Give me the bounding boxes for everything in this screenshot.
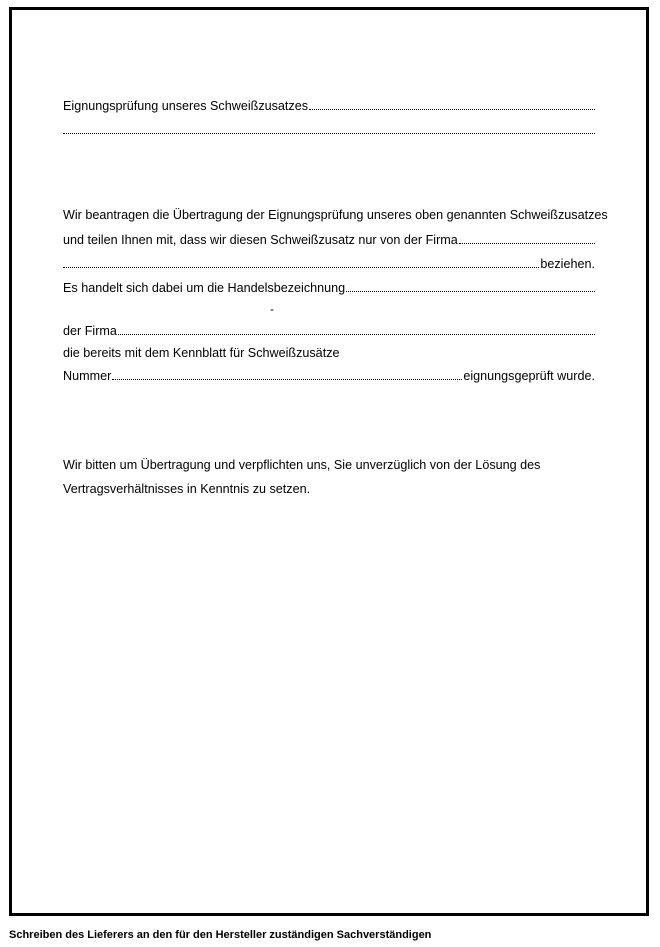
supplier-firm-fill-field[interactable] xyxy=(459,243,595,244)
paragraph1-text-6: die bereits mit dem Kennblatt für Schweißzusätze xyxy=(63,346,340,360)
subject-continuation-line xyxy=(63,119,595,137)
paragraph2-line2 xyxy=(63,478,595,496)
subject-fill-field[interactable] xyxy=(309,109,595,110)
manufacturer-firm-fill-field[interactable] xyxy=(118,334,595,335)
paragraph1-line2 xyxy=(63,229,595,247)
paragraph2-line1 xyxy=(63,454,595,472)
paragraph1-text-1: Wir beantragen die Übertragung der Eignungsprüfung unseres oben genannten Schweißzusatzes xyxy=(63,208,608,222)
paragraph1-text-5: der Firma xyxy=(63,324,117,338)
paragraph1-line3 xyxy=(63,253,595,271)
paragraph1-line1 xyxy=(63,204,608,222)
dash-mark: - xyxy=(270,302,274,316)
paragraph1-line7 xyxy=(63,365,595,383)
paragraph1-text-4: Es handelt sich dabei um die Handelsbezeichnung xyxy=(63,281,346,295)
paragraph2-text-1: Wir bitten um Übertragung und verpflichten uns, Sie unverzüglich von der Lösung des xyxy=(63,458,541,472)
subject-line xyxy=(63,95,595,113)
paragraph1-line5 xyxy=(63,320,595,338)
trade-name-fill-field[interactable] xyxy=(346,291,595,292)
footer-caption: Schreiben des Lieferers an den für den Hersteller zuständigen Sachverständigen xyxy=(9,929,432,941)
paragraph1-line4 xyxy=(63,277,595,295)
subject-continuation-fill-field[interactable] xyxy=(63,133,595,134)
subject-label: Eignungsprüfung unseres Schweißzusatzes xyxy=(63,99,309,113)
paragraph1-text-8: eignungsgeprüft wurde. xyxy=(463,369,595,383)
paragraph1-line6 xyxy=(63,342,595,360)
supplier-firm-continuation-fill-field[interactable] xyxy=(63,267,539,268)
sheet-number-fill-field[interactable] xyxy=(112,379,462,380)
paragraph1-text-3: beziehen. xyxy=(540,257,595,271)
paragraph1-text-7: Nummer xyxy=(63,369,112,383)
paragraph2-text-2: Vertragsverhältnisses in Kenntnis zu setzen. xyxy=(63,482,311,496)
paragraph1-text-2: und teilen Ihnen mit, dass wir diesen Schweißzusatz nur von der Firma xyxy=(63,233,458,247)
